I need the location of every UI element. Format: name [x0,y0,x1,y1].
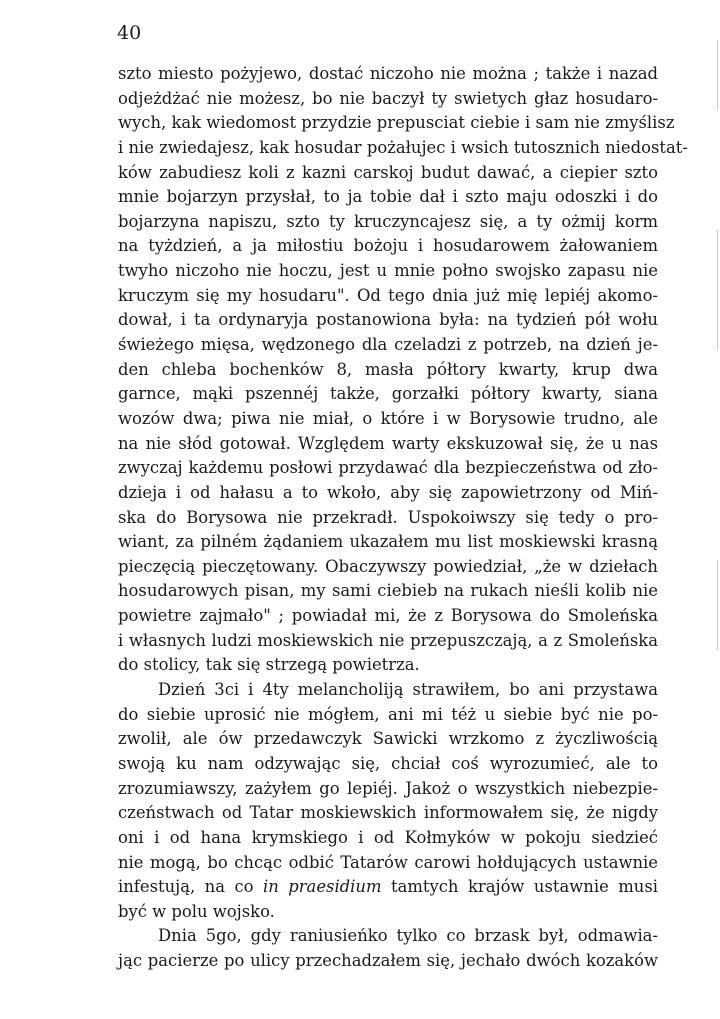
text-line: szto miesto pożyjewo, dostać niczoho nie można ; także i nazad [118,64,658,83]
scan-edge-mark [717,230,718,350]
text-line: ków zabudiesz koli z kazni carskoj budut dawać, a ciepier szto [118,162,658,182]
text-line: swoją ku nam odzywając się, chciał coś wyrozumieć, ale to [118,753,658,773]
text-line: zrozumiawszy, zażyłem go lepiéj. Jakoż o wszystkich niebezpie- [118,778,658,798]
scan-edge-mark [717,40,718,110]
text-line: i nie zwiedajesz, kak hosudar pożałujec i wsich tutosznich niedostat- [118,137,688,157]
text-line: jąc pacierze po ulicy przechadzałem się, jechało dwóch kozaków [118,951,658,971]
text-line: bojarzyna napiszu, szto ty kruczyncajesz się, a ty ożmij korm [118,211,658,231]
text-line: Dzień 3ci i 4ty melancholiją strawiłem, bo ani przystawa [158,680,658,700]
text-line: do stolicy, tak się strzegą powietrza. [118,655,420,675]
text-segment: infestują, na co [118,877,254,897]
text-line: wozów dwa; piwa nie miał, o które i w Borysowie trudno, ale [118,408,658,428]
paragraph-2 [118,678,658,924]
text-line: dzieja i od hałasu a to wkoło, aby się zapowietrzony od Miń- [118,482,658,502]
text-line: zwolił, ale ów przedawczyk Sawicki wrzkomo z życzliwością [118,729,658,749]
text-line: wych, kak wiedomost przydzie prepusciat ciebie i sam nie zmyślisz [118,113,675,133]
text-line: do siebie uprosić nie mógłem, ani mi téż u siebie być nie po- [118,704,658,724]
italic-phrase: in praesidium [262,877,382,897]
text-line: Dnia 5go, gdy raniusieńko tylko co brzask był, odmawia- [158,926,658,946]
text-line: na nie słód gotował. Względem warty ekskuzował się, że u nas [118,433,658,453]
text-line: oni i od hana krymskiego i od Kołmyków w pokoju siedzieć [118,827,658,847]
text-line: garnce, mąki pszennéj także, gorzałki półtory kwarty, siana [118,384,658,404]
text-line: na tyżdzień, a ja miłostiu bożoju i hosudarowem żałowaniem [118,236,658,256]
text-line: mnie bojarzyn przysłał, to ja tobie dał i szto maju odoszki i do [118,187,658,207]
text-line: hosudarowych pisan, my sami ciebieb na rukach nieśli kolib nie [118,581,658,601]
text-line: nie mogą, bo chcąc odbić Tatarów carowi hołdujących ustawnie [118,852,658,872]
page-number: 40 [117,22,142,44]
scan-edge-mark [717,560,718,650]
text-segment: tamtych krajów ustawnie musi [391,877,659,897]
text-line: twyho niczoho nie hoczu, jest u mnie połno swojsko zapasu nie [118,261,658,281]
text-line: ska do Borysowa nie przekradł. Uspokoiwszy się tedy o pro- [118,507,658,527]
paragraph-1 [118,62,688,678]
text-line: być w polu wojsko. [118,901,275,921]
text-line: odjeżdżać nie możesz, bo nie baczył ty swietych głaz hosudaro- [118,88,658,108]
text-line: świeżego mięsa, wędzonego dla czeladzi z potrzeb, na dzień je- [118,335,658,355]
text-line: pieczęcią pieczętowany. Obaczywszy powiedział, „że w dziełach [118,556,658,576]
text-line: kruczym się my hosudaru". Od tego dnia już mię lepiéj akomo- [118,285,658,305]
text-line-with-italic [118,875,658,900]
text-line: i własnych ludzi moskiewskich nie przepuszczają, a z Smoleńska [118,630,658,650]
text-line: czeństwach od Tatar moskiewskich informowałem się, że nigdy [118,803,658,823]
text-line: zwyczaj każdemu posłowi przydawać dla bezpieczeństwa od zło- [118,458,658,478]
text-line: den chleba bochenków 8, masła półtory kwarty, krup dwa [118,359,658,379]
text-line: wiant, za pilném żądaniem ukazałem mu list moskiewski krasną [118,532,658,552]
text-line: powietre zajmało" ; powiadał mi, że z Borysowa do Smoleńska [118,606,658,626]
body-text [118,62,688,974]
text-line: dował, i ta ordynaryja postanowiona była: na tydzień pół wołu [118,310,658,330]
paragraph-3 [118,924,658,973]
